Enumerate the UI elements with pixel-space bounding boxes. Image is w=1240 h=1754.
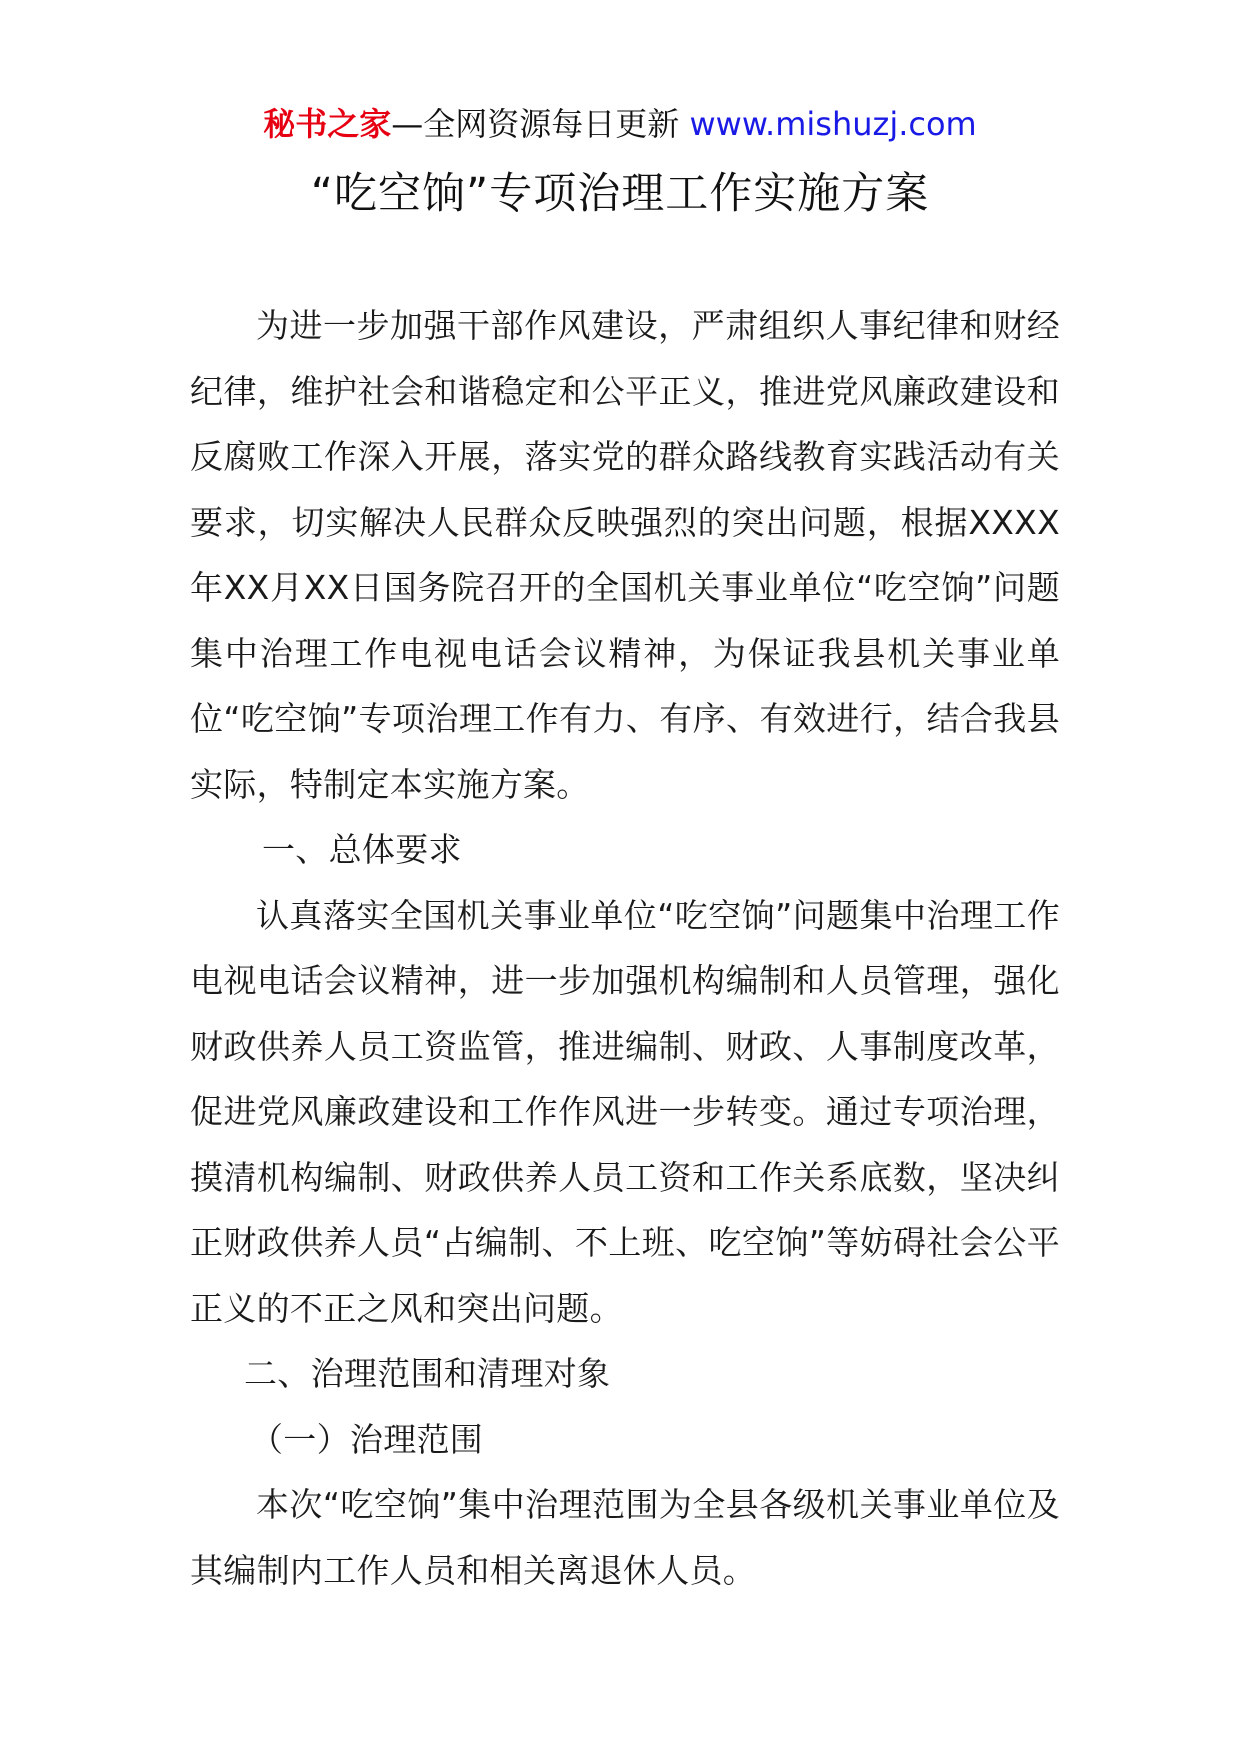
site-banner	[0, 104, 1240, 144]
section-2-heading: 二、治理范围和清理对象	[244, 1354, 611, 1393]
document-body	[190, 293, 1060, 1603]
section-1-paragraph: 认真落实全国机关事业单位“吃空饷”问题集中治理工作电视电话会议精神，进一步加强机构编制和人员管理，强化财政供养人员工资监管，推进编制、财政、人事制度改革，促进党风廉政建设和工作作风进一步转变。通过专项治理，摸清机构编制、财政供养人员工资和工作关系底数，坚决纠正财政供养人员“占编制、不上班、吃空饷”等妨碍社会公平正义的不正之风和突出问题。	[190, 895, 1060, 1328]
section-2-subsection-1-heading: （一）治理范围	[250, 1419, 484, 1459]
site-url-link[interactable]: www.mishuzj.com	[689, 105, 977, 143]
intro-paragraph: 为进一步加强干部作风建设，严肃组织人事纪律和财经纪律，维护社会和谐稳定和公平正义，推进党风廉政建设和反腐败工作深入开展，落实党的群众路线教育实践活动有关要求，切实解决人民群众反映强烈的突出问题，根据XXXX年XX月XX日国务院召开的全国机关事业单位“吃空饷”问题集中治理工作电视电话会议精神，为保证我县机关事业单位“吃空饷”专项治理工作有力、有序、有效进行，结合我县实际，特制定本实施方案。	[190, 306, 1060, 804]
section-1-heading: 一、总体要求	[262, 830, 462, 869]
brand-name: 秘书之家	[263, 105, 392, 143]
document-title: “吃空饷”专项治理工作实施方案	[310, 169, 930, 219]
site-slogan: —全网资源每日更新	[391, 105, 690, 143]
section-2-subsection-1-paragraph: 本次“吃空饷”集中治理范围为全县各级机关事业单位及其编制内工作人员和相关离退休人员。	[190, 1485, 1060, 1590]
